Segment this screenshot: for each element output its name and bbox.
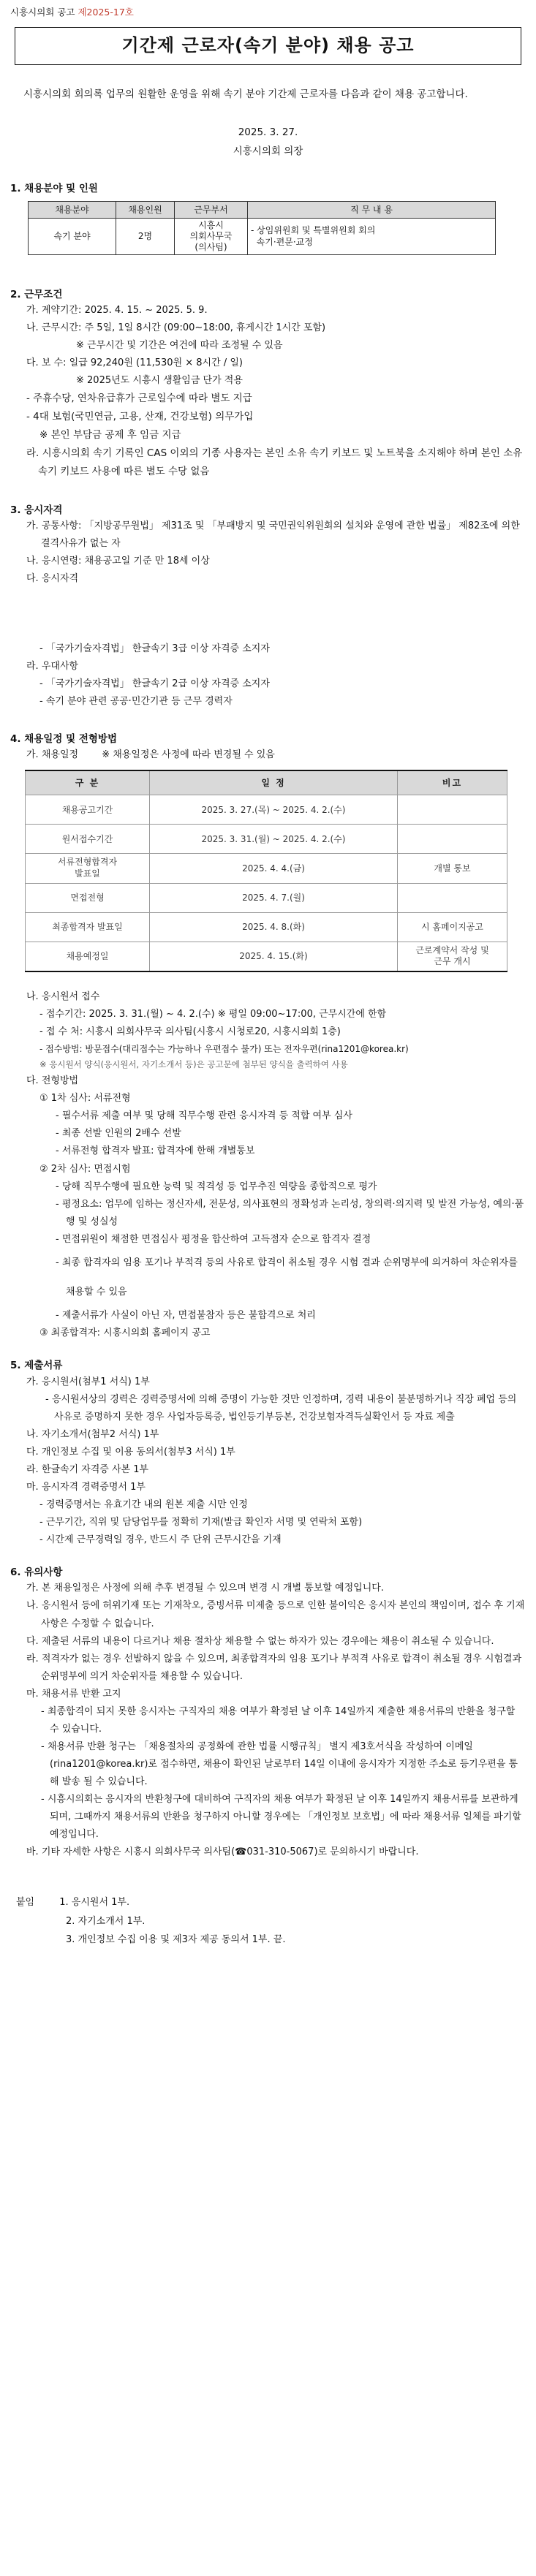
recruit-table: [28, 201, 496, 255]
s4-application-note: ※ 응시원서 양식(응시원서, 자기소개서 등)은 공고문에 첨부된 양식을 출력하여 사용: [39, 1059, 348, 1070]
s6-subitem: - 시흥시의회는 응시자의 반환청구에 대비하여 구직자의 채용 여부가 확정된 날 이후 14일까지 채용서류를 보관하게 되며, 그때까지 채용서류의 반환을 청구하지 아니할 경우에는 「개인정보 보호법」에 따라 채용서류 일체를 파기할 예정입니다.: [41, 1793, 521, 1841]
col-header: 직 무 내 용: [248, 201, 496, 218]
s2-pay-note: ※ 본인 부담금 공제 후 임금 지급: [39, 429, 181, 441]
s5-subitem: - 시간제 근무경력일 경우, 반드시 주 단위 근무시간을 기재: [39, 1534, 282, 1546]
section-4-title: 4. 채용일정 및 전형방법: [10, 732, 117, 745]
s5-item: 다. 개인정보 수집 및 이용 동의서(첨부3 서식) 1부: [26, 1446, 235, 1458]
page-title: 기간제 근로자(속기 분야) 채용 공고: [121, 34, 415, 56]
s4-step-item: - 최종 선발 인원의 2배수 선발: [56, 1128, 181, 1140]
section-6-title: 6. 유의사항: [10, 1567, 63, 1579]
table-row: [26, 883, 507, 912]
s6-item: 마. 채용서류 반환 고지: [26, 1688, 121, 1700]
issuer: 시흥시의회 의장: [233, 145, 303, 157]
table-cell: 2025. 4. 8.(화): [150, 912, 398, 942]
section-1-title: 1. 채용분야 및 인원: [10, 183, 98, 195]
s3-preference-item: - 「국가기술자격법」 한글속기 2급 이상 자격증 소지자: [39, 678, 270, 690]
table-cell: 시 홈페이지공고: [398, 912, 507, 942]
s4-method-label: 다. 전형방법: [26, 1075, 79, 1087]
table-cell: 원서접수기간: [26, 825, 150, 854]
section-2-title: 2. 근무조건: [10, 288, 63, 300]
s6-subitem: - 채용서류 반환 청구는 「채용절차의 공정화에 관한 법률 시행규칙」 별지 제3호서식을 작성하여 이메일(rina1201@korea.kr)로 접수하면, 채용이 확인된 날로부터 14일 이내에 응시자가 지정한 주소로 등기우편을 통해 발송 될 수 있습니다.: [41, 1740, 518, 1787]
notice-org: 시흥시의회 공고: [10, 7, 75, 18]
table-cell: [398, 825, 507, 854]
table-cell: [398, 883, 507, 912]
s2-pay-note: ※ 2025년도 시흥시 생활임금 단가 적용: [76, 375, 243, 387]
s6-item: 다. 제출된 서류의 내용이 다르거나 채용 절차상 채용할 수 없는 하자가 있는 경우에는 채용이 취소될 수 있습니다.: [26, 1635, 494, 1647]
s6-subitem: - 최종합격이 되지 못한 응시자는 구직자의 채용 여부가 확정된 날 이후 14일까지 제출한 채용서류의 반환을 청구할 수 있습니다.: [41, 1705, 516, 1735]
s4-schedule-note: ※ 채용일정은 사정에 따라 변경될 수 있음: [102, 749, 275, 760]
s4-step-item: - 필수서류 제출 여부 및 당해 직무수행 관련 응시자격 등 적합 여부 심사: [56, 1110, 352, 1122]
s4-application-item: - 접수기간: 2025. 3. 31.(월) ~ 4. 2.(수) ※ 평일 09:00~17:00, 근무시간에 한함: [39, 1008, 387, 1020]
col-header: 채용분야: [29, 201, 116, 218]
table-cell: 최종합격자 발표일: [26, 912, 150, 942]
title-box: [15, 27, 521, 65]
s6-item: 바. 기타 자세한 사항은 시흥시 의회사무국 의사팀(☎031-310-5067)로 문의하시기 바랍니다.: [26, 1846, 419, 1858]
s3-preference: 라. 우대사항: [26, 661, 79, 673]
issue-block: [10, 124, 526, 161]
s4-step-item: - 서류전형 합격자 발표: 합격자에 한해 개별통보: [56, 1145, 255, 1157]
col-header: 채용인원: [116, 201, 175, 218]
table-cell: 면접전형: [26, 883, 150, 912]
table-cell: 2명: [116, 218, 175, 254]
s3-common: 가. 공통사항: 「지방공무원법」 제31조 및 「부패방지 및 국민권익위원회의 설치와 운영에 관한 법률」 제82조에 의한 결격사유가 없는 자: [26, 520, 520, 550]
s2-keyboard: 라. 시흥시의회 속기 기록인 CAS 이외의 기종 사용자는 본인 소유 속기 키보드 및 노트북을 소지해야 하며 본인 소유 속기 키보드 사용에 따른 별도 수당 없음: [26, 447, 523, 477]
s3-qualification: 다. 응시자격: [26, 573, 79, 585]
table-row: [26, 854, 507, 883]
s4-application-label: 나. 응시원서 접수: [26, 990, 100, 1002]
col-header: 비고: [398, 770, 507, 795]
s4-step-item: - 면접위원이 채점한 면접심사 평정을 합산하여 고득점자 순으로 합격자 결정: [56, 1233, 371, 1245]
section-3-title: 3. 응시자격: [10, 504, 63, 516]
s4-step: ② 2차 심사: 면접시험: [39, 1163, 131, 1175]
s4-step-item: - 최종 합격자의 임용 포기나 부적격 등의 사유로 합격이 취소될 경우 시험 결과 순위명부에 의거하여 차순위자를 채용할 수 있음: [56, 1257, 518, 1298]
attachment-item: 3. 개인정보 수집 이용 및 제3자 제공 동의서 1부. 끝.: [66, 1933, 286, 1945]
schedule-table: [25, 770, 507, 972]
s4-schedule-label: 가. 채용일정: [26, 749, 79, 760]
s2-work-hours: 나. 근무시간: 주 5일, 1일 8시간 (09:00~18:00, 휴게시간 1시간 포함): [26, 322, 326, 333]
s5-item: 가. 응시원서(첨부1 서식) 1부: [26, 1376, 150, 1387]
attachment-item: 1. 응시원서 1부.: [59, 1897, 130, 1909]
s2-hours-note: ※ 근무시간 및 기간은 여건에 따라 조정될 수 있음: [76, 339, 283, 351]
col-header: 구 분: [26, 770, 150, 795]
table-cell: - 상임위원회 및 특별위원회 회의 속기·편문·교정: [248, 218, 496, 254]
notice-number-value: 제2025-17호: [78, 7, 134, 18]
s5-item: 라. 한글속기 자격증 사본 1부: [26, 1463, 149, 1475]
table-cell: 서류전형합격자 발표일: [26, 854, 150, 883]
table-cell: 2025. 3. 31.(월) ~ 2025. 4. 2.(수): [150, 825, 398, 854]
s5-subitem: - 근무기간, 직위 및 담당업무를 정확히 기재(발급 확인자 서명 및 연락처 포함): [39, 1517, 363, 1528]
s4-step-item: - 제출서류가 사실이 아닌 자, 면접불참자 등은 불합격으로 처리: [56, 1310, 316, 1322]
table-cell: 근로계약서 작성 및 근무 개시: [398, 942, 507, 971]
s6-item: 가. 본 채용일정은 사정에 의해 추후 변경될 수 있으며 변경 시 개별 통보할 예정입니다.: [26, 1583, 384, 1594]
table-cell: 채용예정일: [26, 942, 150, 971]
s6-item: 나. 응시원서 등에 허위기재 또는 기재착오, 증빙서류 미제출 등으로 인한 불이익은 응시자 본인의 책임이며, 접수 후 기재사항은 수정할 수 없습니다.: [26, 1600, 525, 1629]
s2-pay-item: - 주휴수당, 연차유급휴가 근로일수에 따라 별도 지급: [26, 393, 252, 405]
s3-preference-item: - 속기 분야 관련 공공·민간기관 등 근무 경력자: [39, 696, 233, 708]
col-header: 근무부서: [175, 201, 248, 218]
s4-step: ① 1차 심사: 서류전형: [39, 1093, 131, 1105]
intro-text: 시흥시의회 회의록 업무의 원활한 운영을 위해 속기 분야 기간제 근로자를 다음과 같이 채용 공고합니다.: [23, 88, 468, 100]
table-cell: 채용공고기간: [26, 795, 150, 825]
table-row: [26, 912, 507, 942]
s2-contract-period: 가. 계약기간: 2025. 4. 15. ~ 2025. 5. 9.: [26, 304, 208, 316]
s2-pay-item: - 4대 보험(국민연금, 고용, 산재, 건강보험) 의무가입: [26, 411, 254, 423]
section-5-title: 5. 제출서류: [10, 1360, 63, 1372]
table-row: [26, 942, 507, 971]
table-row: [29, 218, 496, 254]
table-row: [26, 795, 507, 825]
attachments: [10, 1893, 526, 1949]
notice-number: [10, 6, 526, 20]
table-cell: [398, 795, 507, 825]
s4-step: ③ 최종합격자: 시흥시의회 홈페이지 공고: [39, 1327, 211, 1339]
s4-application-item: - 접 수 처: 시흥시 의회사무국 의사팀(시흥시 시청로20, 시흥시의회 1층): [39, 1026, 341, 1037]
attachment-item: 2. 자기소개서 1부.: [66, 1915, 146, 1927]
s3-age: 나. 응시연령: 채용공고일 기준 만 18세 이상: [26, 556, 210, 567]
s6-item: 라. 적격자가 없는 경우 선발하지 않을 수 있으며, 최종합격자의 임용 포기나 부적격 사유로 합격이 취소될 경우 시험결과 순위명부에 의거 차순위자를 채용할 수 있습니다.: [26, 1653, 522, 1682]
s4-step-item: - 평정요소: 업무에 임하는 정신자세, 전문성, 의사표현의 정확성과 논리성, 창의력·의지력 및 발전 가능성, 예의·품행 및 성실성: [56, 1198, 524, 1227]
attachments-label: 붙임: [16, 1897, 35, 1909]
table-cell: 시흥시 의회사무국 (의사팀): [175, 218, 248, 254]
table-cell: 2025. 4. 4.(금): [150, 854, 398, 883]
table-cell: 속기 분야: [29, 218, 116, 254]
col-header: 일 정: [150, 770, 398, 795]
table-cell: 2025. 4. 7.(월): [150, 883, 398, 912]
s4-step-item: - 당해 직무수행에 필요한 능력 및 적격성 등 업무추진 역량을 종합적으로 평가: [56, 1181, 377, 1192]
s5-subitem: - 경력증명서는 유효기간 내의 원본 제출 시만 인정: [39, 1499, 248, 1511]
table-row: [26, 825, 507, 854]
table-cell: 개별 통보: [398, 854, 507, 883]
s5-subitem: - 응시원서상의 경력은 경력증명서에 의해 증명이 가능한 것만 인정하며, 경력 내용이 불분명하거나 직장 폐업 등의 사유로 증명하지 못한 경우 사업자등록증, 법인등기부등본, 건강보험자격득실확인서 등 자료 제출: [45, 1393, 517, 1423]
s2-pay: 다. 보 수: 일급 92,240원 (11,530원 × 8시간 / 일): [26, 357, 243, 368]
s4-application-item: - 접수방법: 방문접수(대리접수는 가능하나 우편접수 불가) 또는 전자우편(rina1201@korea.kr): [39, 1043, 409, 1054]
table-cell: 2025. 4. 15.(화): [150, 942, 398, 971]
s5-item: 마. 응시자격 경력증명서 1부: [26, 1481, 146, 1493]
s5-item: 나. 자기소개서(첨부2 서식) 1부: [26, 1428, 159, 1440]
table-cell: 2025. 3. 27.(목) ~ 2025. 4. 2.(수): [150, 795, 398, 825]
issue-date: 2025. 3. 27.: [238, 126, 298, 139]
s3-qualification-item: - 「국가기술자격법」 한글속기 3급 이상 자격증 소지자: [39, 643, 270, 655]
